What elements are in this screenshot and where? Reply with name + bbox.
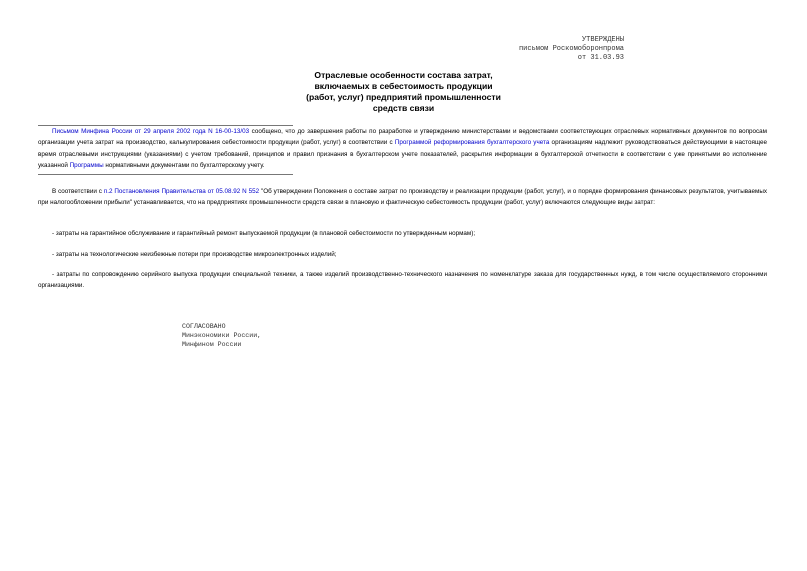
list-item: - затраты по сопровождению серийного выпуска продукции специальной техники, а также изделий производственно-технического назначения по номенклатуре заказа для государственных нужд, в том числе осуществляемого сторонними организациями. <box>38 271 767 290</box>
government-decree-link[interactable]: п.2 Постановления Правительства от 05.08.92 N 552 <box>103 188 260 195</box>
note-text: нормативными документами по бухгалтерскому учету. <box>103 161 265 169</box>
agreement-party: Минфином России <box>182 341 242 348</box>
approval-stamp <box>519 36 624 63</box>
title-line: средств связи <box>372 103 435 113</box>
approval-issuer: письмом Роскомоборонпрома <box>518 45 624 53</box>
title-line: включаемых в себестоимость продукции <box>314 81 493 91</box>
note-text: сообщено, что до завершения работы по разработке и утверждению министерствами и ведомствами соответствующих отраслевых нормативных документов по вопросам организации учета затрат на производство, калькулирования себестоимости продукции (работ, услуг) в соответствии с <box>38 128 768 147</box>
program-link[interactable]: Программы <box>69 161 104 169</box>
reform-program-link[interactable]: Программой реформирования бухгалтерского учета <box>394 139 550 147</box>
list-item: - затраты на гарантийное обслуживание и гарантийный ремонт выпускаемой продукции (в плановой себестоимости по утвержденным нормам); <box>52 230 476 237</box>
paragraph-text: В соответствии с <box>52 188 104 195</box>
document-title <box>0 70 807 114</box>
paragraph-text: "Об утверждении Положения о составе затрат по производству и реализации продукции (работ, услуг), и о порядке формирования финансовых результатов, учитываемых при налогообложении прибыли" устанавливается, что на предприятиях промышленности средств связи в плановую и фактическую себестоимость продукции (работ, услуг) включаются следующие виды затрат: <box>38 188 767 207</box>
list-item: - затраты на технологические неизбежные потери при производстве микроэлектронных изделий; <box>52 251 337 258</box>
note-text: организациям надлежит руководствоваться действующими в настоящее время отраслевыми инструкциями (указаниями) с учетом требований, принципов и правил признания в бухгалтерском учете показателей, раскрытия информации в бухгалтерской отчетности в соответствии с уже принятыми во исполнение указанной <box>38 139 767 169</box>
minfin-letter-link[interactable]: Письмом Минфина России от 29 апреля 2002 года N 16-00-13/03 <box>52 128 250 135</box>
main-paragraph <box>38 186 767 209</box>
editorial-note <box>38 126 767 171</box>
agreement-party: Минэкономики России, <box>182 332 262 339</box>
agreement-title: СОГЛАСОВАНО <box>182 323 226 330</box>
title-line: Отраслевые особенности состава затрат, <box>314 70 493 80</box>
title-line: (работ, услуг) предприятий промышленности <box>306 92 501 102</box>
note-bottom-divider <box>38 174 293 175</box>
agreement-block <box>182 322 261 349</box>
approval-title: УТВЕРЖДЕНЫ <box>581 36 624 44</box>
approval-date: от 31.03.93 <box>577 54 624 62</box>
